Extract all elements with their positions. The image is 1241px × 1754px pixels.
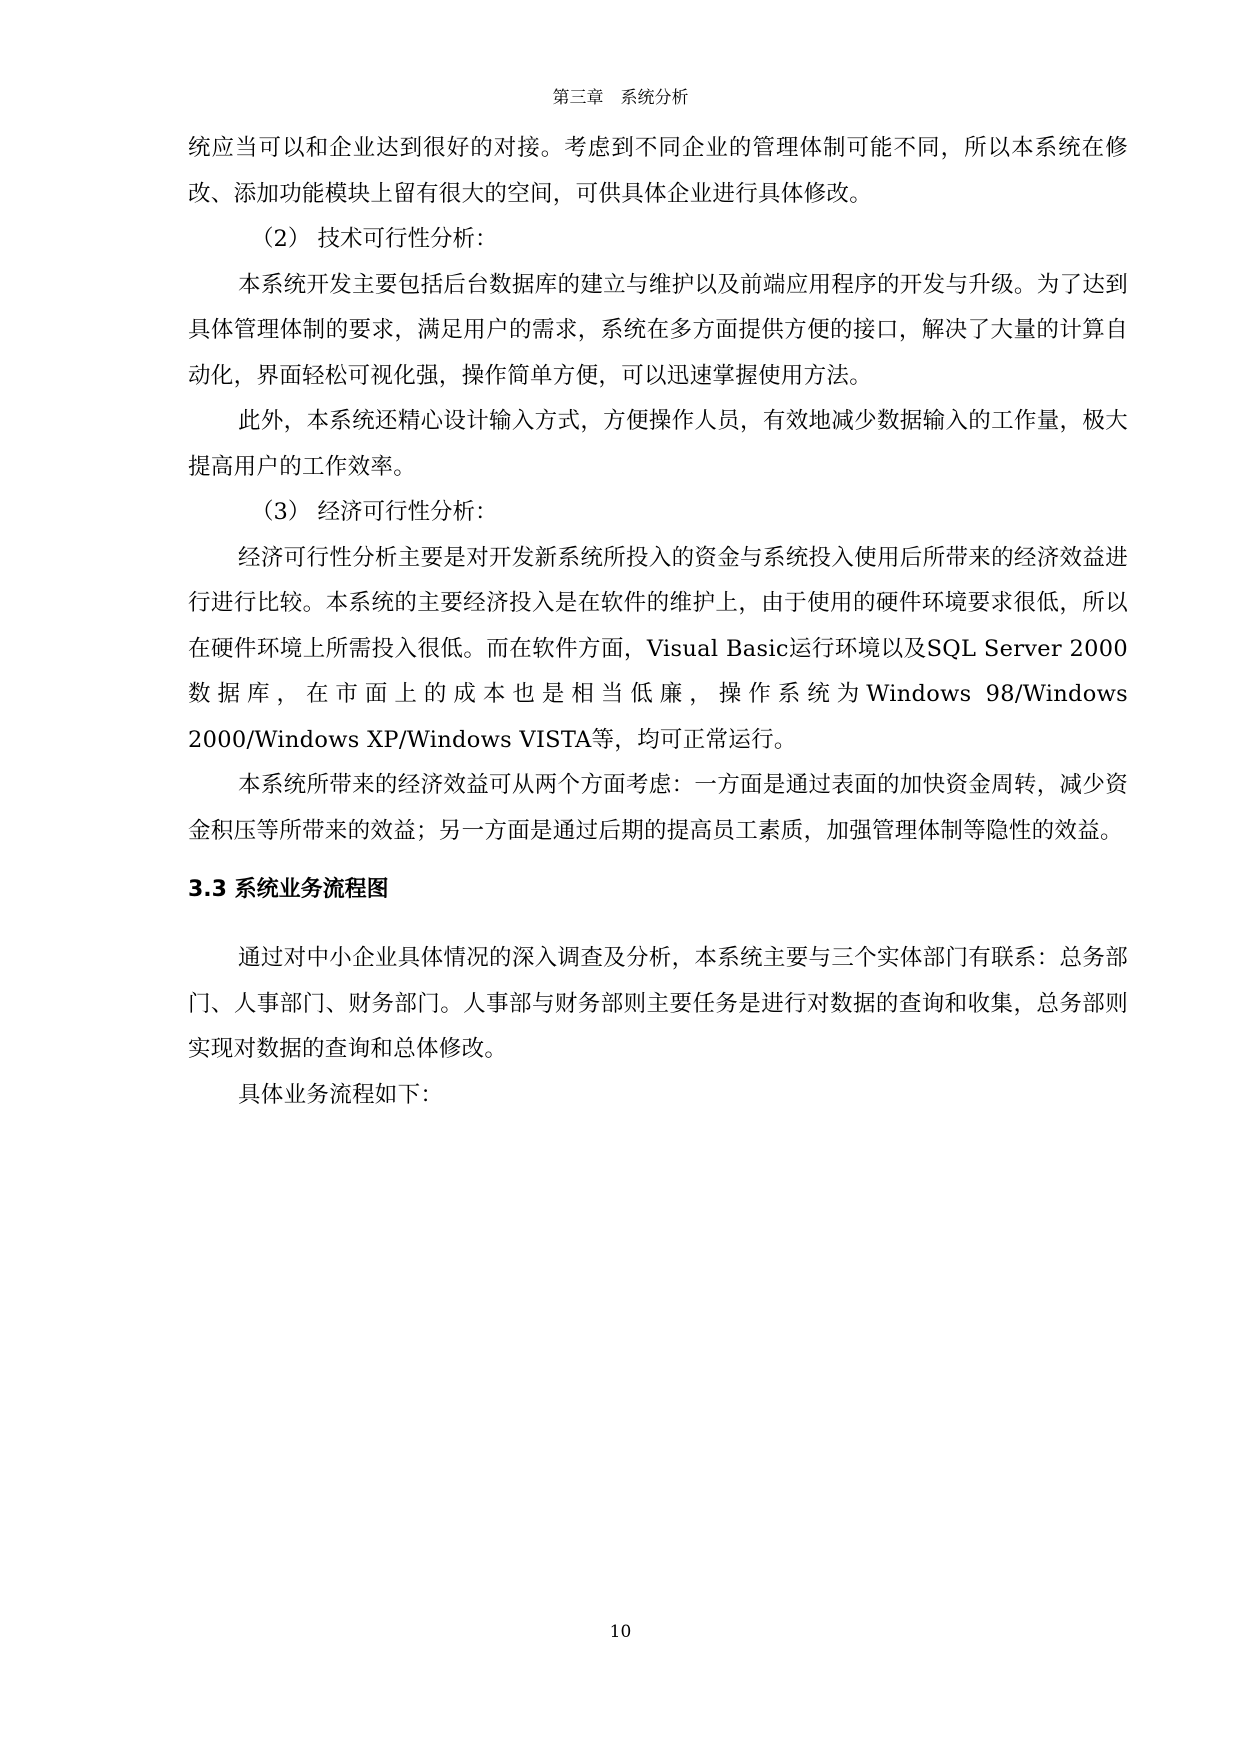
- page-number: 10: [609, 1622, 632, 1642]
- economic-feasibility-heading: （3） 经济可行性分析：: [251, 499, 498, 525]
- page-body: [188, 126, 1128, 1118]
- section-paragraph-1: 通过对中小企业具体情况的深入调查及分析，本系统主要与三个实体部门有联系：总务部门、人事部门、财务部门。人事部与财务部则主要任务是进行对数据的查询和收集，总务部则实现对数据的查询和总体修改。: [188, 945, 1128, 1062]
- technical-feasibility-paragraph-1: 本系统开发主要包括后台数据库的建立与维护以及前端应用程序的开发与升级。为了达到具体管理体制的要求，满足用户的需求，系统在多方面提供方便的接口，解决了大量的计算自动化，界面轻松可视化强，操作简单方便，可以迅速掌握使用方法。: [188, 271, 1128, 389]
- paragraph-continuation: 统应当可以和企业达到很好的对接。考虑到不同企业的管理体制可能不同，所以本系统在修改、添加功能模块上留有很大的空间，可供具体企业进行具体修改。: [188, 135, 1128, 207]
- section-title: 3.3 系统业务流程图: [188, 877, 389, 902]
- running-header: 第三章 系统分析: [552, 88, 689, 108]
- economic-feasibility-paragraph-2: 本系统所带来的经济效益可从两个方面考虑：一方面是通过表面的加快资金周转，减少资金积压等所带来的效益；另一方面是通过后期的提高员工素质，加强管理体制等隐性的效益。: [188, 772, 1128, 844]
- section-paragraph-2: 具体业务流程如下：: [238, 1081, 444, 1108]
- economic-feasibility-paragraph-1: 经济可行性分析主要是对开发新系统所投入的资金与系统投入使用后所带来的经济效益进行进行比较。本系统的主要经济投入是在软件的维护上，由于使用的硬件环境要求很低，所以在硬件环境上所需投入很低。而在软件方面，Visual Basic运行环境以及SQL Server 2000数据库，在市面上的成本也是相当低廉，操作系统为Windows 98/Windows 2000/Windows XP/Windows VISTA等，均可正常运行。: [188, 544, 1128, 753]
- technical-feasibility-paragraph-2: 此外，本系统还精心设计输入方式，方便操作人员，有效地减少数据输入的工作量，极大提高用户的工作效率。: [188, 408, 1128, 480]
- technical-feasibility-heading: （2） 技术可行性分析：: [251, 226, 498, 252]
